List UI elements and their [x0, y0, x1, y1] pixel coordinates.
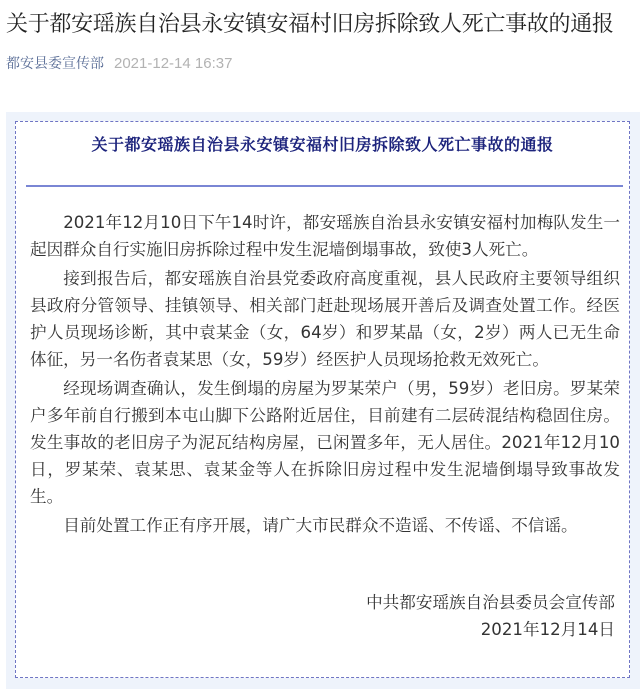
paragraph-incident: 2021年12月10日下午14时许，都安瑶族自治县永安镇安福村加梅队发生一起因群众自行实施旧房拆除过程中发生泥墙倒塌事故，致使3人死亡。 — [30, 213, 620, 259]
paragraph-appeal: 目前处置工作正有序开展，请广大市民群众不造谣、不传谣、不信谣。 — [63, 516, 578, 535]
source-account-link[interactable]: 都安县委宣传部 — [6, 56, 104, 72]
title-divider — [26, 185, 623, 187]
article-title: 关于都安瑶族自治县永安镇安福村旧房拆除致人死亡事故的通报 — [6, 12, 614, 37]
paragraph-investigation: 经现场调查确认，发生倒塌的房屋为罗某荣户（男，59岁）老旧房。罗某荣户多年前自行搬到本屯山脚下公路附近居住，目前建有二层砖混结构稳固住房。发生事故的老旧房子为泥瓦结构房屋，已闲置多年，无人居住。2021年12月10日，罗某荣、袁某思、袁某金等人在拆除旧房过程中发生泥墙倒塌导致事故发生。 — [30, 379, 620, 506]
publish-date: 2021-12-14 16:37 — [114, 55, 233, 72]
signature-organization: 中共都安瑶族自治县委员会宣传部 — [366, 593, 615, 612]
article-meta — [6, 54, 232, 74]
signature-block — [366, 589, 615, 643]
notice-box — [15, 121, 630, 678]
signature-date: 2021年12月14日 — [480, 620, 615, 639]
paragraph-response: 接到报告后，都安瑶族自治县党委政府高度重视，县人民政府主要领导组织县政府分管领导、挂镇领导、相关部门赶赴现场展开善后及调查处置工作。经医护人员现场诊断，其中袁某金（女，64岁）和罗某晶（女，2岁）两人已无生命体征，另一名伤者袁某思（女，59岁）经医护人员现场抢救无效死亡。 — [30, 269, 620, 369]
notice-body — [30, 209, 620, 541]
notice-title: 关于都安瑶族自治县永安镇安福村旧房拆除致人死亡事故的通报 — [91, 135, 554, 154]
